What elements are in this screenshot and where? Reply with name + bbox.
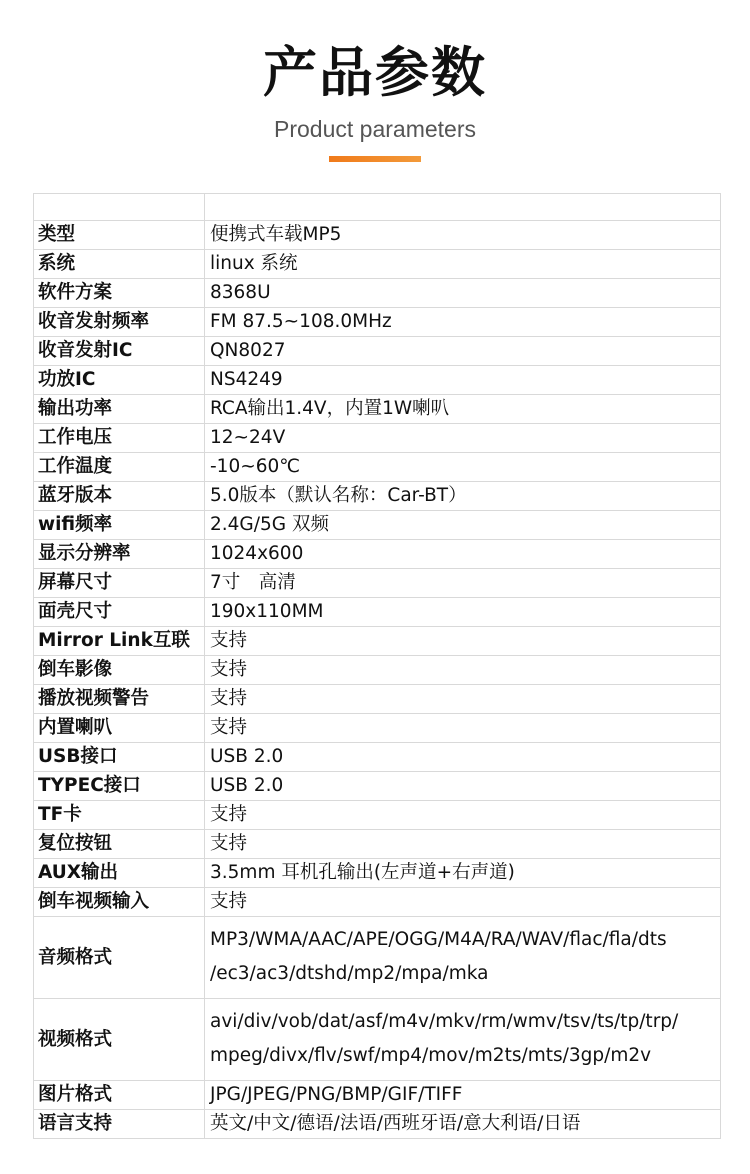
table-header-row <box>34 194 721 221</box>
spec-value: 12~24V <box>205 424 721 453</box>
table-row <box>34 540 721 569</box>
spec-key: 面壳尺寸 <box>34 598 205 627</box>
spec-key: 倒车影像 <box>34 656 205 685</box>
table-row <box>34 366 721 395</box>
spec-key: 图片格式 <box>34 1081 205 1110</box>
spec-value: FM 87.5~108.0MHz <box>205 308 721 337</box>
spec-key: 软件方案 <box>34 279 205 308</box>
spec-value: QN8027 <box>205 337 721 366</box>
spec-key: TYPEC接口 <box>34 772 205 801</box>
accent-divider <box>329 156 421 162</box>
parameters-table <box>33 193 721 1139</box>
table-row <box>34 743 721 772</box>
table-row <box>34 999 721 1081</box>
tail-rows <box>34 1081 721 1139</box>
page-title: 产品参数 <box>263 41 487 104</box>
spec-key: 收音发射IC <box>34 337 205 366</box>
blank-cell <box>205 194 721 221</box>
spec-value: 支持 <box>205 685 721 714</box>
audio-format-line: /ec3/ac3/dtshd/mp2/mpa/mka <box>210 963 489 984</box>
spec-value <box>205 917 721 999</box>
spec-key: 显示分辨率 <box>34 540 205 569</box>
video-format-line: avi/div/vob/dat/asf/m4v/mkv/rm/wmv/tsv/ts/tp/trp/ <box>210 1011 679 1032</box>
table-row <box>34 337 721 366</box>
table-row <box>34 627 721 656</box>
blank-cell <box>34 194 205 221</box>
spec-value: NS4249 <box>205 366 721 395</box>
table-row <box>34 917 721 999</box>
table-row <box>34 482 721 511</box>
spec-value: -10~60℃ <box>205 453 721 482</box>
spec-value: 便携式车载MP5 <box>205 221 721 250</box>
table-row <box>34 801 721 830</box>
table-row <box>34 656 721 685</box>
table-row <box>34 453 721 482</box>
spec-key: 工作电压 <box>34 424 205 453</box>
spec-value <box>205 999 721 1081</box>
spec-value: USB 2.0 <box>205 772 721 801</box>
table-row <box>34 830 721 859</box>
spec-key: USB接口 <box>34 743 205 772</box>
spec-key: 类型 <box>34 221 205 250</box>
spec-value: 2.4G/5G 双频 <box>205 511 721 540</box>
spec-key: TF卡 <box>34 801 205 830</box>
spec-key: 语言支持 <box>34 1110 205 1139</box>
spec-value: 1024x600 <box>205 540 721 569</box>
table-row <box>34 772 721 801</box>
spec-value: 支持 <box>205 627 721 656</box>
table-row <box>34 250 721 279</box>
table-row <box>34 685 721 714</box>
page-subtitle: Product parameters <box>274 116 476 142</box>
spec-key: 蓝牙版本 <box>34 482 205 511</box>
spec-key: 工作温度 <box>34 453 205 482</box>
spec-value: 8368U <box>205 279 721 308</box>
table-row <box>34 569 721 598</box>
table-row <box>34 511 721 540</box>
table-row <box>34 279 721 308</box>
spec-value: 支持 <box>205 830 721 859</box>
spec-key: 播放视频警告 <box>34 685 205 714</box>
spec-value: linux 系统 <box>205 250 721 279</box>
spec-value: 支持 <box>205 888 721 917</box>
spec-key: 倒车视频输入 <box>34 888 205 917</box>
table-row <box>34 1081 721 1110</box>
table-row <box>34 308 721 337</box>
spec-key: 系统 <box>34 250 205 279</box>
table-row <box>34 714 721 743</box>
table-row <box>34 859 721 888</box>
spec-value: RCA输出1.4V，内置1W喇叭 <box>205 395 721 424</box>
table-row <box>34 1110 721 1139</box>
spec-key: 屏幕尺寸 <box>34 569 205 598</box>
spec-value: 支持 <box>205 714 721 743</box>
table-row <box>34 598 721 627</box>
spec-value: JPG/JPEG/PNG/BMP/GIF/TIFF <box>205 1081 721 1110</box>
spec-key: 音频格式 <box>34 917 205 999</box>
table-row <box>34 424 721 453</box>
spec-key: 输出功率 <box>34 395 205 424</box>
spec-key: 复位按钮 <box>34 830 205 859</box>
spec-value: USB 2.0 <box>205 743 721 772</box>
spec-value: 支持 <box>205 801 721 830</box>
spec-value: 支持 <box>205 656 721 685</box>
spec-key: 收音发射频率 <box>34 308 205 337</box>
spec-key: 内置喇叭 <box>34 714 205 743</box>
spec-value: 7寸 高清 <box>205 569 721 598</box>
video-format-line: mpeg/divx/flv/swf/mp4/mov/m2ts/mts/3gp/m2v <box>210 1045 652 1066</box>
spec-key: Mirror Link互联 <box>34 627 205 656</box>
spec-key: 功放IC <box>34 366 205 395</box>
spec-rows <box>34 221 721 917</box>
spec-value: 英文/中文/德语/法语/西班牙语/意大利语/日语 <box>205 1110 721 1139</box>
table-row <box>34 221 721 250</box>
spec-key: 视频格式 <box>34 999 205 1081</box>
audio-format-line: MP3/WMA/AAC/APE/OGG/M4A/RA/WAV/flac/fla/dts <box>210 929 667 950</box>
spec-key: wifi频率 <box>34 511 205 540</box>
spec-value: 190x110MM <box>205 598 721 627</box>
table-row <box>34 888 721 917</box>
spec-key: AUX输出 <box>34 859 205 888</box>
table-row <box>34 395 721 424</box>
spec-value: 5.0版本（默认名称：Car-BT） <box>205 482 721 511</box>
spec-value: 3.5mm 耳机孔输出(左声道+右声道) <box>205 859 721 888</box>
